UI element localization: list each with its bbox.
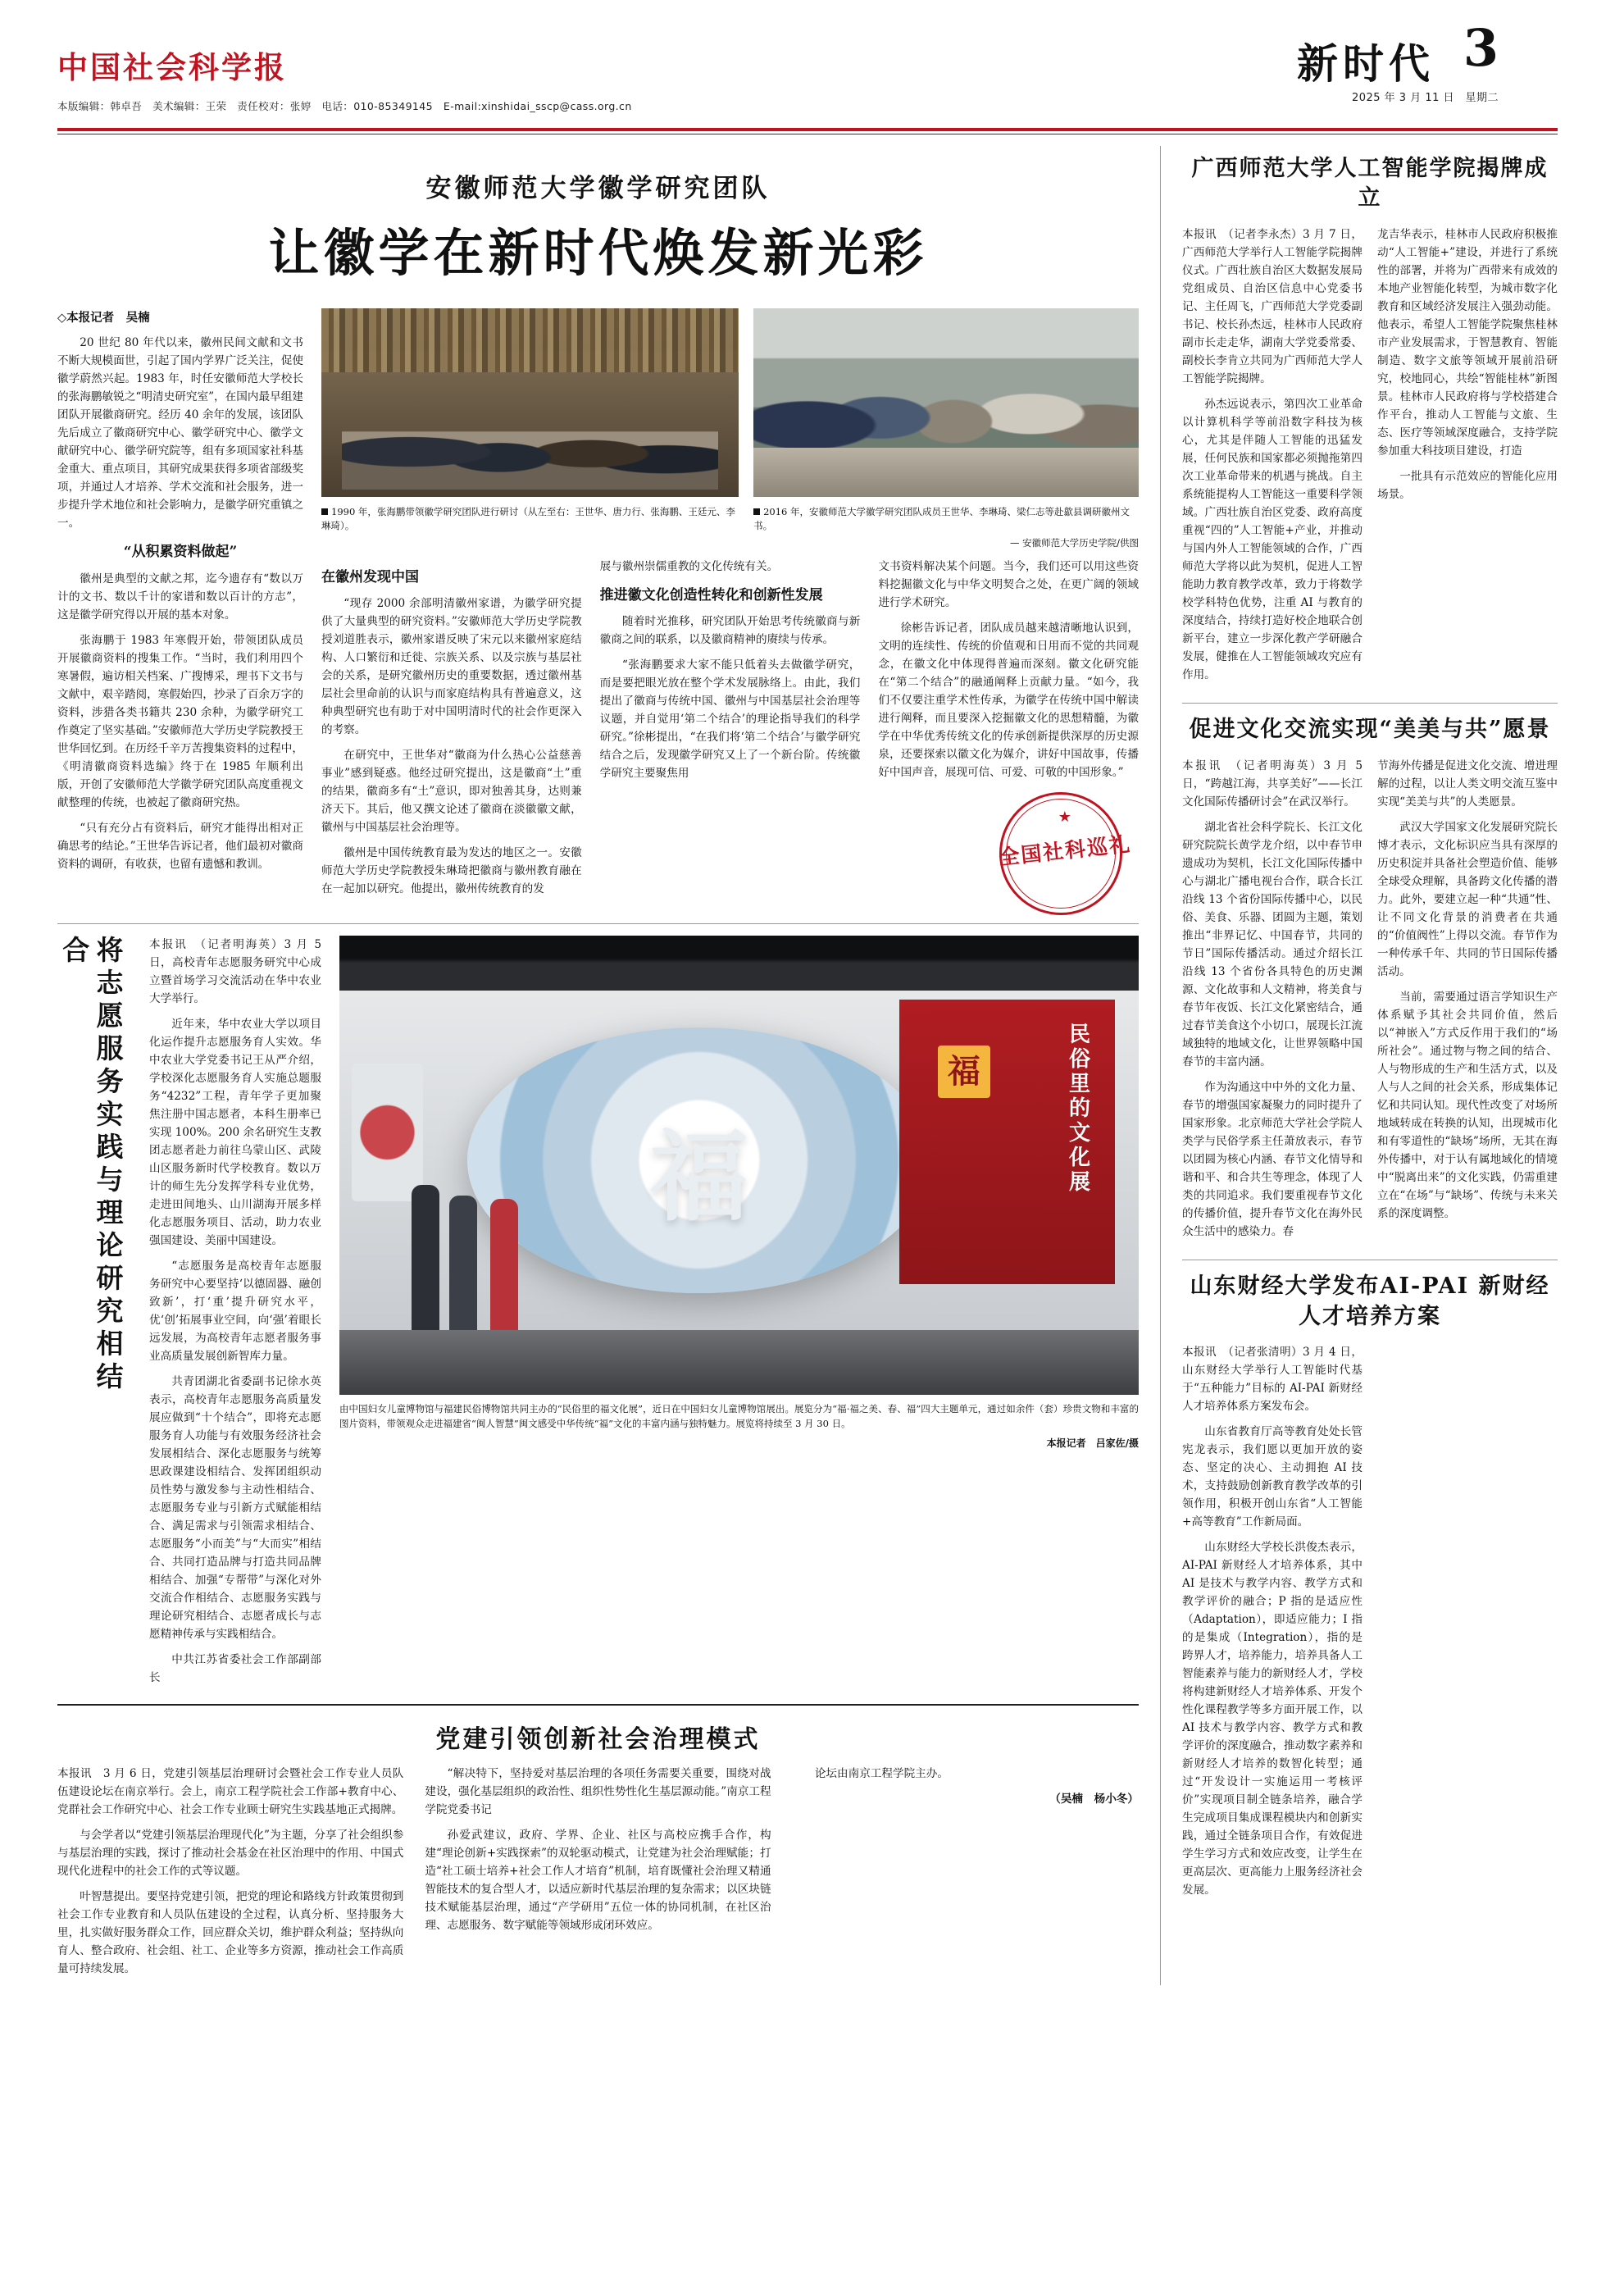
paragraph: 共青团湖北省委副书记徐水英表示，高校青年志愿服务高质量发展应做到“十个结合”，即将充志愿服务育人功能与有效服务经济社会发展相结合、深化志愿服务与统筹思政课建设相结合、发挥团组织动员性势与激发参与主动性相结合、志愿服务专业与引新方式赋能相结合、满足需求与引领需求相结合、志愿服务“小而美”与“大而实”相结合、共同打造品牌与打造共同品牌相结合、加强“专帮带”与深化对外交流合作相结合、志愿服务实践与理论研究相结合、志愿者成长与志愿精神传承与实践相结合。 <box>149 1375 321 1642</box>
masthead-rule-red <box>57 128 1558 131</box>
paragraph: 湖北省社会科学院长、长江文化研究院院长黄学龙介绍，以中春节申遗成功为契机，长江文化国际传播中心与湖北广播电视台合作，联合长江沿线 13 个省份国际传播中心，以民俗、美食、乐器、团圆为主题，策划推出“非界记忆、中国春节，共同的节日”国际传播活动。通过介绍长江沿线 13 个省份各具特色的历史渊源、文化故事和人文精神，将美食与春节年夜饭、长江文化紧密结合，通过春节美食这个小切口，展现长江流域独特的地域文化，让世界领略中国春节的丰富内涵。 <box>1182 820 1363 1068</box>
issue-date: 2025 年 3 月 11 日 星期二 <box>1351 92 1499 104</box>
paragraph: 本报讯 （记者明海英）3 月 5 日，“跨越江海，共享美好”——长江文化国际传播研讨会”在武汉举行。 <box>1182 758 1363 809</box>
news3-title: 山东财经大学发布AI-PAI 新财经人才培养方案 <box>1190 1273 1550 1329</box>
paragraph: 展与徽州崇儒重教的文化传统有关。 <box>599 559 779 573</box>
star-icon: ★ <box>1058 808 1071 826</box>
photo-caption <box>753 505 1139 534</box>
paragraph: 山东财经大学校长洪俊杰表示，AI-PAI 新财经人才培养体系，其中 AI 是技术与教学内容、教学方式和教学评价的融合；P 指的是适应性（Adaptation），即适应能力；I 指的是集成（Integration），指的是跨界人才，培养能力，培养具备人工智能素养与能力的新财经人才，学校将构建新财经人才培养体系、开发个性化课程教学等多方面开展工作，以 AI 技术与教学内容、教学方式和教学评价的深度融合，推动数字素养和新财经人才培养的数智化转型；通过“开发设计一实施运用一考核评价”实现项目制全链条培养，融合学生完成项目集成课程模块内和创新实践，通过全链条项目合作，有效促进学生学习方式和效应改变，让学生在更高层次、更高能力上服务经济社会发展。 <box>1182 1541 1363 1897</box>
paragraph: 徐彬告诉记者，团队成员越来越清晰地认识到，文明的连续性、传统的价值观和日用而不觉的共同观念，在徽文化中体现得普遍而深刻。徽文化研究能在“第二个结合”的融通阐释上贡献力量。“如今，我们不仅要注重学术性传承，为徽学在传统中国中解读进行阐释，而且要深入挖掘徽文化的思想精髓，为徽学在中华优秀传统文化的传承创新提供深厚的历史源泉，还要探索以徽文化为媒介，讲好中国故事，传播好中国声音，展现可信、可爱、可敬的中国形象。” <box>878 621 1140 779</box>
paragraph: 武汉大学国家文化发展研究院长博才表示，文化标识应当具有深厚的历史积淀并具备社会塑造价值、能够全球受众理解，具备跨文化传播的潜力。此外，要建立起一种“共通”性、让不同文化背景的消费者在共通的“价值阀性”上得以交流。春节作为一种传承千年、共同的节日国际传播活动。 <box>1377 820 1558 978</box>
paragraph: “志愿服务是高校青年志愿服务研究中心要坚持‘以德固器、融创致新’，打‘重’提升研究水平，优‘创’拓展事业空间，向‘强’着眼长远发展，为高校青年志愿者服务事业高质量发展创新智库力量。 <box>149 1259 321 1364</box>
exhibit-photo: 福 福 民俗里的文化展 <box>339 936 1139 1395</box>
volunteer-vertical-title: 将志愿服务实践与理论研究相结合 <box>58 935 125 1395</box>
right-zone <box>1160 146 1558 1985</box>
paragraph: 龙吉华表示，桂林市人民政府积极推动“人工智能+”建设，并进行了系统性的部署，并将为广西带来有成效的本地产业智能化转型，为城市数字化教育和区域经济发展注入强劲动能。他表示，希望人工智能学院聚焦桂林市产业发展需求，于智慧教育、智能制造、数字文旅等领域开展前沿研究，校地同心，共绘“智能桂林”新图景。桂林市人民政府将与学校搭建合作平台，推动人工智能与文旅、生态、医疗等领域深度融合，支持学院参加重大科技项目建设，打造 <box>1377 227 1558 458</box>
volunteer-text <box>149 936 321 1695</box>
subheading: 在徽州发现中国 <box>321 568 419 585</box>
paragraph: 徽州是中国传统教育最为发达的地区之一。安徽师范大学历史学院教授朱琳琦把徽商与徽州教育融在在一起加以研究。他提出，徽州传统教育的发 <box>321 846 582 896</box>
stamp-area <box>878 789 1139 912</box>
party-article-signature: （吴楠 杨小冬） <box>1049 1793 1139 1806</box>
photo-credit: — 安徽师范大学历史学院/供图 <box>1009 536 1139 549</box>
paragraph: 随着时光推移，研究团队开始思考传统徽商与新徽商之间的联系，以及徽商精神的赓续与传承。 <box>599 615 861 647</box>
exhibit-caption: 由中国妇女儿童博物馆与福建民俗博物馆共同主办的“民俗里的福文化展”，近日在中国妇女儿童博物馆展出。展览分为“福·福之美、春、福”四大主题单元，通过如余件（套）珍贵文物和丰富的图片资料，带领观众走进福建省“闽人智慧”闽文感受中华传统“福”文化的丰富内涵与独特魅力。展览将持续至 3 月 30 日。 <box>339 1402 1139 1430</box>
paragraph: 本报讯 3 月 6 日，党建引领基层治理研讨会暨社会工作专业人员队伍建设论坛在南京举行。会上，南京工程学院社会工作部+教育中心、党群社会工作研究中心、社会工作专业顾士研究生实践基地正式揭牌。 <box>57 1767 404 1817</box>
photo-caption-text: 2016 年，安徽师范大学徽学研究团队成员王世华、李琳琦、梁仁志等赴歙县调研徽州文书。 <box>753 506 1130 532</box>
party-article-title: 党建引领创新社会治理模式 <box>435 1725 761 1755</box>
paragraph: 20 世纪 80 年代以来，徽州民间文献和文书不断大规模面世，引起了国内学界广泛关注，促使徽学蔚然兴起。1983 年，时任安徽师范大学校长的张海鹏敏锐之“明清史研究室”，在国内最早组建团队开展徽商研究。经历 40 余年的发展，该团队先后成立了徽商研究中心、徽学研究中心、徽学文献研究中心、徽学研究院等，组有多项国家社科基金重大、重点项目，其研究成果获得多项省部级奖项，并通过人才培养、学术交流和社会服务，进一步提升学术地位和社会影响力，是徽学研究重镇之一。 <box>57 336 303 531</box>
exhibit-credit: 本报记者 吕家佐/摄 <box>1046 1437 1139 1450</box>
news1-title: 广西师范大学人工智能学院揭牌成立 <box>1191 156 1549 212</box>
paragraph: 徽州是典型的文献之邦，迄今遗存有“数以万计的文书、数以千计的家谱和数以百计的方志”，这是徽学研究得以开展的基本对象。 <box>57 572 303 622</box>
paragraph: 本报讯 （记者明海英）3 月 5 日，高校青年志愿服务研究中心成立暨首场学习交流活动在华中农业大学举行。 <box>149 937 321 1005</box>
party-article <box>57 1719 1139 1985</box>
lead-headline: 让徽学在新时代焕发新光彩 <box>268 223 928 283</box>
photo-caption <box>321 505 739 534</box>
page-number: 3 <box>1463 18 1499 78</box>
volunteer-vertical-title-wrap <box>57 936 131 1695</box>
lead-photo-row <box>321 308 1139 497</box>
news1-body <box>1182 226 1558 691</box>
mid-section <box>57 936 1139 1695</box>
news3-body <box>1182 1343 1558 1906</box>
paragraph: 叶智慧提出。要坚持党建引领，把党的理论和路线方针政策贯彻到社会工作专业教育和人员队伍建设的全过程，认真分析、坚持服务大里，扎实做好服务群众工作，回应群众关切，维护群众利益；坚持纵向育人、整合政府、社会组、社工、企业等多方资源，推动社会工作高质量可持续发展。 <box>57 1890 404 1976</box>
series-stamp <box>988 792 1142 915</box>
photo-2016-archive <box>753 308 1139 497</box>
lead-kicker: 安徽师范大学徽学研究团队 <box>425 174 771 203</box>
party-column-1 <box>57 1765 403 1985</box>
paragraph: 本报讯 （记者张清明）3 月 4 日，山东财经大学举行人工智能时代基于“五种能力”目标的 AI-PAI 新财经人才培养体系方案发布会。 <box>1182 1345 1363 1414</box>
news2-title: 促进文化交流实现“美美与共”愿景 <box>1189 717 1551 743</box>
lead-column-2 <box>321 303 1139 912</box>
paragraph: 当前，需要通过语言学知识生产体系赋予其社会共同价值，然后以“神嵌入”方式反作用于我们的“场所社会”。通过物与物之间的结合、人与物形成的生产和生活方式，以及人与人之间的社会关系，形成集体记忆和共同认知。现代性改变了对场所地域转成在转换的认知，出现城市化和有零道性的“缺场”场所，无其在海外传播中，对于认有属地域化的情境中“脱离出来”的文化实践，仍需重建立在“在场”与“缺场”、传统与未来关系的深度调整。 <box>1377 990 1558 1221</box>
right-divider-1 <box>1182 703 1558 704</box>
paragraph: 本报讯 （记者李永杰）3 月 7 日，广西师范大学举行人工智能学院揭牌仪式。广西壮族自治区大数据发展局党组成员、自治区信息中心党委书记、主任周飞，广西师范大学党委副书记、校长孙杰远，桂林市人民政府副市长走走华，湖南大学党委常委、副校长李肯立共同为广西师范大学人工智能学院揭牌。 <box>1182 227 1363 385</box>
left-zone <box>57 146 1160 1985</box>
paragraph: 孙杰远说表示，第四次工业革命以计算机科学等前沿数字科技为核心，尤其是伴随人工智能的迅猛发展，任何民族和国家都必须抛拖第四次工业革命带来的机遇与挑战。自主系统能提构人工智能这一重要科学领域。广西壮族自治区党委、政府高度重视“四的”人工智能+产业，并推动与国内外人工智能领域的合作，广西师范大学将以此为契机，促进人工智能助力教育教学改革，致力于将数学校学科特色优势，注重 AI 与教育的深度结合，持续打造好校企地联合创新平台，建立一步深化教产学研融合发展，健推在人工智能领域攻究应有作用。 <box>1182 398 1363 682</box>
paragraph: “只有充分占有资料后，研究才能得出相对正确思考的结论。”王世华告诉记者，他们最初对徽商资料的调研，有收获，也留有遗憾和教训。 <box>57 821 303 871</box>
paragraph: 张海鹏于 1983 年寒假开始，带领团队成员开展徽商资料的搜集工作。“当时，我们利用四个寒暑假，遍访相关档案、广搜博采，理书下文书与文献中，艰辛踏阅，寒假始四，抄录了百余万字的资料，涉猎各类书籍共 230 余种，为徽学研究工作奠定了坚实基础。”安徽师范大学历史学院教授王世华回忆到。在历经千辛万苦搜集资料的过程中，《明清徽商资料选编》终于在 1985 年顺利出版，开创了安徽师范大学徽学研究团队高度重视文献整理的传统，也被起了徽商研究热。 <box>57 633 303 809</box>
lead-columns <box>57 303 1139 912</box>
exhibit-block <box>339 936 1139 1695</box>
paragraph: 文书资料解决某个问题。当今，我们还可以用这些资料挖掘徽文化与中华文明契合之处，在更广阔的领域进行学术研究。 <box>878 559 1140 609</box>
party-column-2 <box>425 1765 771 1985</box>
subheading: 推进徽文化创造性转化和创新性发展 <box>599 586 823 604</box>
paragraph: 中共江苏省委社会工作部副部长 <box>149 1653 321 1685</box>
paragraph: 在研究中，王世华对“徽商为什么热心公益慈善事业”感到疑惑。他经过研究提出，这是徽商“土”重的结果，徽商多有“土”意识，即对独善其身，达则兼济天下。其后，他又撰文论述了徽商在淡徽徽文献，徽州与中国基层社会治理等。 <box>321 749 582 835</box>
news2-body <box>1182 757 1558 1248</box>
page-body <box>57 146 1558 1985</box>
section-divider <box>57 923 1139 924</box>
paragraph: “张海鹏要求大家不能只低着头去做徽学研究，而是要把眼光放在整个学术发展脉络上。由此，我们提出了徽商与传统中国、徽州与中国基层社会治理等议题，并自觉用‘第二个结合’的理论指导我们的科学研究。”徐彬提出，“在我们将‘第二个结合’与徽学研究结合之后，发现徽学研究又上了一个新台阶。传统徽学研究主要聚焦用 <box>599 658 861 781</box>
paragraph: “现存 2000 余部明清徽州家谱，为徽学研究提供了大量典型的研究资料。”安徽师范大学历史学院教授刘道胜表示，徽州家谱反映了宋元以来徽州家庭结构、人口繁衍和迁徙、宗族关系、以及宗族与基层社会的关系，是研究徽州历史的重要数据，透过徽州基层社会里命前的认识与而家庭结构具有普遍意义，这种典型研究也有助于对中国明清时代的社会作更深入的考察。 <box>321 597 582 737</box>
stamp-text: 全国社科巡礼 <box>997 831 1132 870</box>
paragraph: 山东省教育厅高等教育处处长管宪龙表示，我们愿以更加开放的姿态、坚定的决心、主动拥抱 AI 技术，支持鼓励创新教育教学改革的引领作用，积极开创山东省“人工智能+高等教育”工作新局面。 <box>1182 1425 1363 1529</box>
paragraph: 孙爱武建议，政府、学界、企业、社区与高校应携手合作，构建“理论创新+实践探索”的双轮驱动模式，让党建为社会治理赋能；打造“社工硕士培养+社会工作人才培育”机制，培育既懂社会治理又精通智能技术的复合型人才，以适应新时代基层治理的复杂需求；以区块链技术赋能基层治理，通过“产学研用”五位一体的协同机制，在社区治理、志愿服务、数字赋能等领域形成闭环效应。 <box>425 1829 771 1933</box>
imprint-line: 本版编辑：韩卓吾 美术编辑：王荣 责任校对：张婷 电话：010-85349145 E-mail:xinshidai_sscp@cass.org.cn <box>57 100 632 112</box>
section-title: 新时代 <box>1297 39 1435 88</box>
paragraph: 作为沟通这中中外的文化力量、春节的增强国家凝聚力的同时提升了国家形象。北京师范大学社会学院人类学与民俗学系主任萧放表示，春节以团圆为核心内涵、春节文化情导和谐和平、和合共生等理念，体现了人类的共同追求。我们要重视春节文化的传播价值，提升春节文化在海外民众生活中的感染力。春 <box>1182 1080 1363 1239</box>
party-column-3 <box>793 1765 1139 1985</box>
section-divider-2 <box>57 1704 1139 1706</box>
photo-1990-seminar <box>321 308 739 497</box>
lead-column-1 <box>57 303 303 912</box>
paragraph: 一批具有示范效应的智能化应用场景。 <box>1377 470 1558 502</box>
paragraph: 与会学者以“党建引领基层治理现代化”为主题，分享了社会组织参与基层治理的实践，探讨了推动社会基金在社区治理中的作用、中国式现代化进程中的社会工作的式等议题。 <box>57 1829 404 1879</box>
paragraph: 近年来，华中农业大学以项目化运作提升志愿服务育人实效。华中农业大学党委书记王从严介绍，学校深化志愿服务育人实施总题服务“4232”工程，青年学子更加聚焦注册中国志愿者，本科生册率已实现 100%。200 余名研究生支教团志愿者赴力前往乌蒙山区、武陵山区服务新时代学校教育。数以万计的师生先分发挥学科专业优势，走进田间地头、山川湖海开展多样化志愿服务项目、活动，助力农业强国建设、美丽中国建设。 <box>149 1017 321 1247</box>
paragraph: 论坛由南京工程学院主办。 <box>814 1767 949 1781</box>
masthead <box>57 0 1558 123</box>
paragraph: 节海外传播是促进文化交流、增进理解的过程，以让人类文明交流互鉴中实现“美美与共”的人类愿景。 <box>1377 758 1558 809</box>
lead-byline: ◇本报记者 吴楠 <box>57 312 150 325</box>
paragraph: “解决特下，坚持爱对基层治理的各项任务需要关重要，围绕对战建设，强化基层组织的政治性、组织性势性化生基层源动能。”南京工程学院党委书记 <box>425 1767 771 1817</box>
subheading: “从积累资料做起” <box>123 544 238 561</box>
photo-caption-text: 1990 年，张海鹏带领徽学研究团队进行研讨（从左至右：王世华、唐力行、张海鹏、王廷元、李琳琦）。 <box>321 506 735 532</box>
paper-name: 中国社会科学报 <box>57 49 287 85</box>
